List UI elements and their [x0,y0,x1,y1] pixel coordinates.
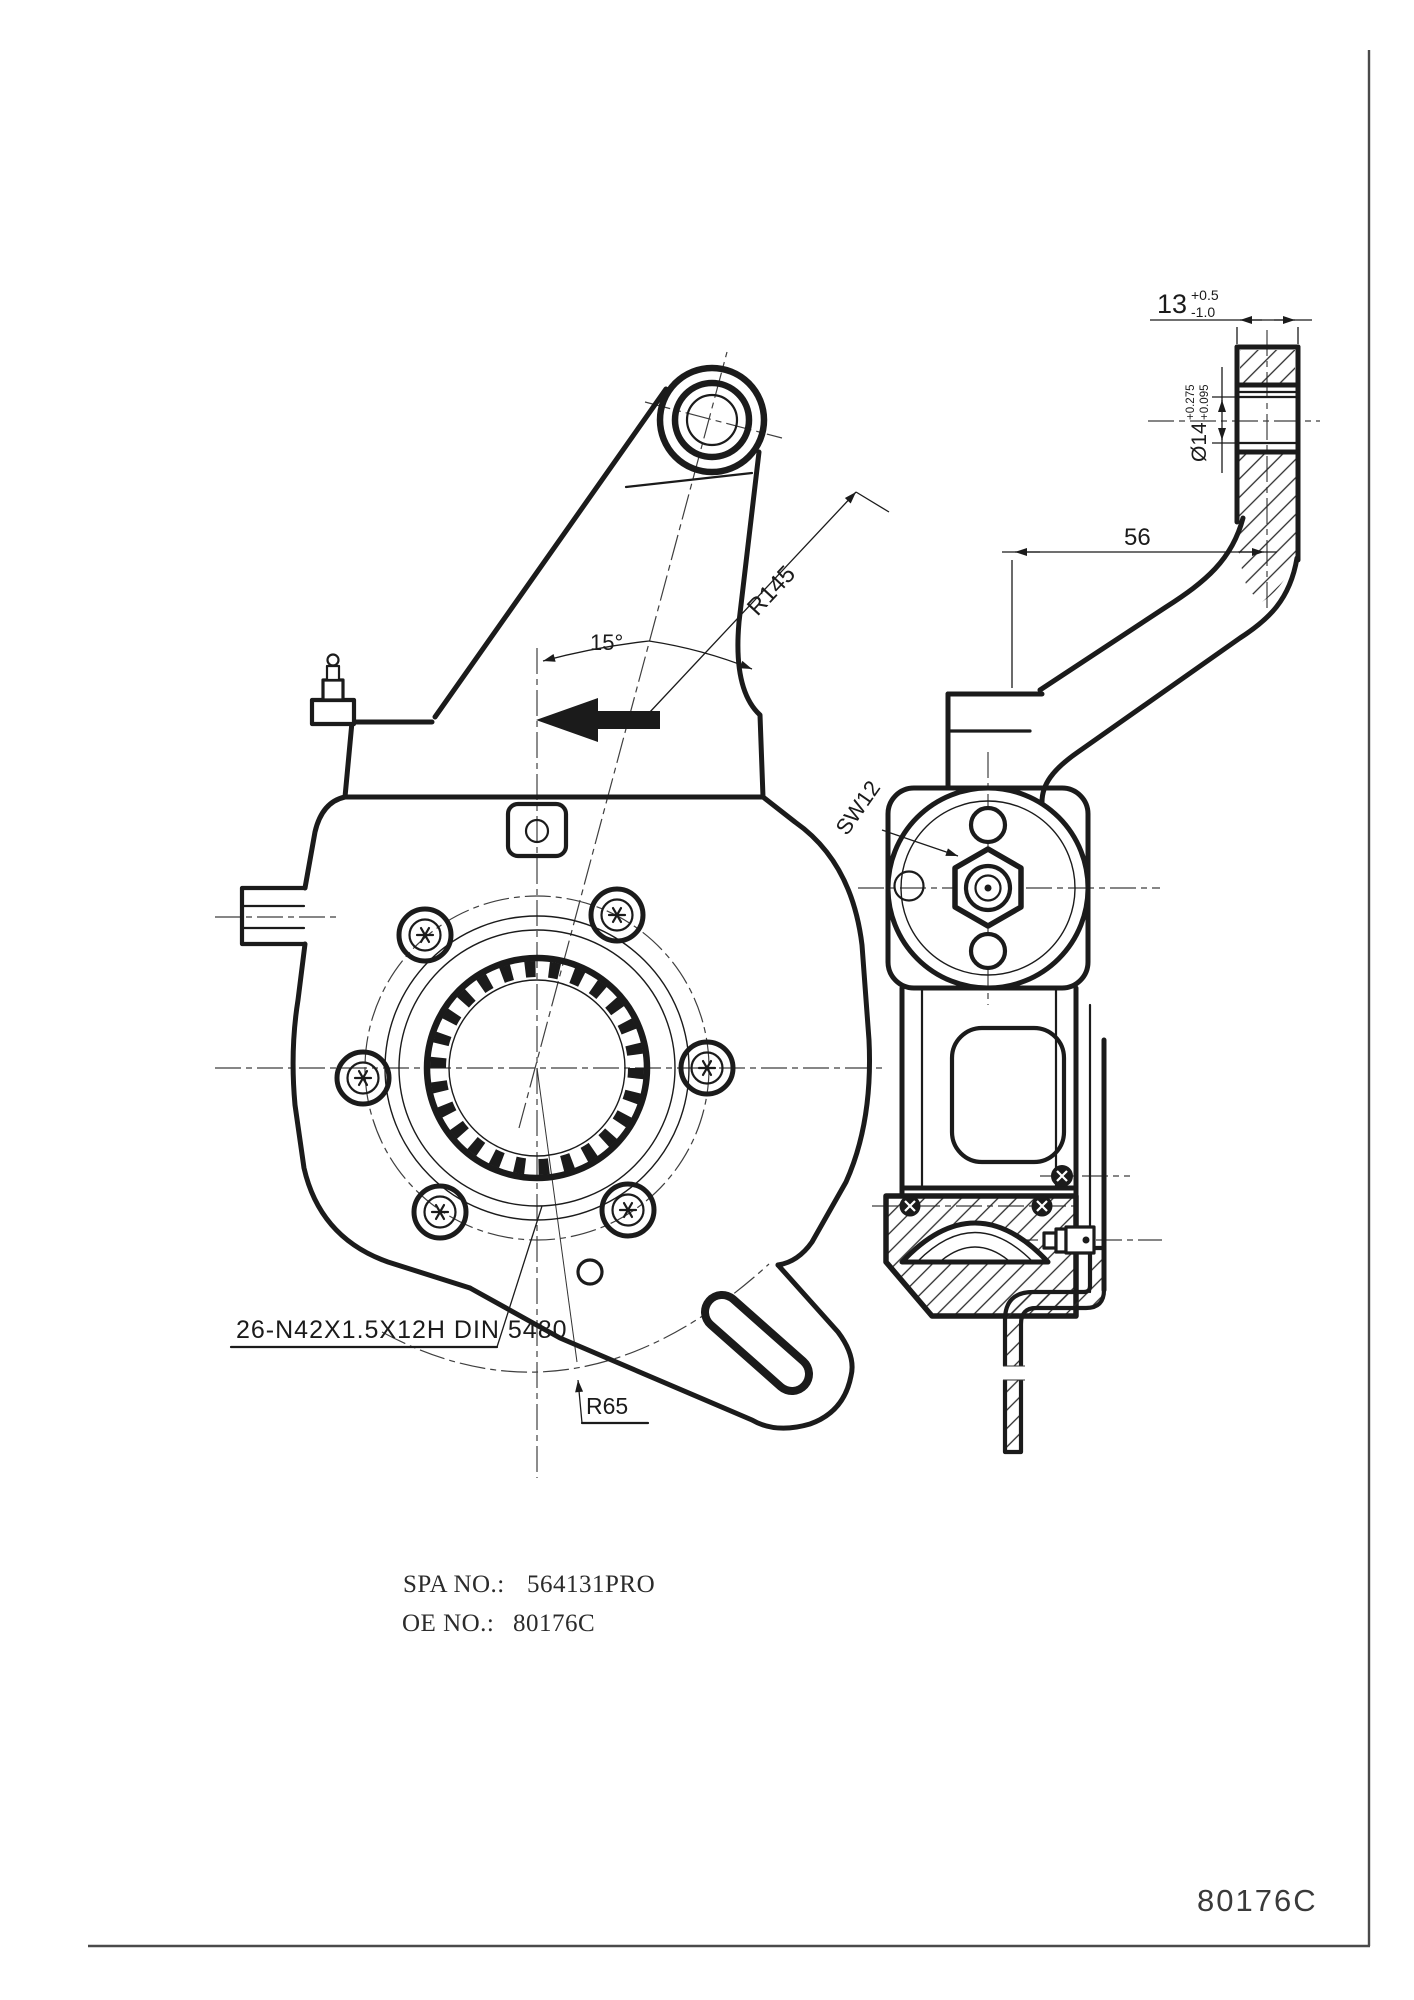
direction-arrow [536,698,660,742]
front-view [215,352,889,1478]
sheet-frame [88,50,1370,1946]
width-dim-value: 13 [1157,289,1188,319]
grease-fitting-front [312,655,354,725]
upper-arm [312,368,764,797]
oe-no-value: 80176C [513,1610,596,1637]
bolt-head [602,1184,654,1236]
arm-radius-label: R145 [742,560,801,622]
bolt-head [591,889,643,941]
bolt-head [399,909,451,961]
hex-size-label: SW12 [830,775,886,840]
arm-tip-section [1237,347,1298,602]
spa-no-label: SPA NO.: [403,1571,505,1598]
bolt-head [337,1052,389,1104]
offset-dim-label: 56 [1124,524,1151,551]
housing-body [242,797,870,1288]
cover-bolts [337,889,733,1238]
plate-screw [1051,1165,1073,1187]
sheet-number: 80176C [1197,1883,1318,1918]
oe-no-label: OE NO.: [402,1610,495,1637]
body-cavity [952,1028,1064,1162]
arm-hole [578,1260,602,1284]
section-screw [1032,1196,1053,1217]
width-dim-tol-plus: +0.5 [1191,287,1219,303]
side-dimensions [830,287,1312,856]
width-dim-tol-minus: -1.0 [1191,304,1216,320]
bolt-head [414,1186,466,1238]
hex-boss-left [242,888,305,944]
angle-label: 15° [590,630,624,655]
arm-eye [660,368,764,472]
lower-arm [470,1260,852,1428]
bolt-radius-label: R65 [586,1393,629,1419]
spa-no-value: 564131PRO [527,1571,656,1598]
bore-dim-tol-minus: +0.095 [1199,384,1211,420]
bore-dim-value: Ø14 [1188,422,1211,462]
part-number-notes [402,1571,655,1637]
side-view [830,287,1320,1452]
section-screw [900,1196,921,1217]
spline-spec-label: 26-N42X1.5X12H DIN 5480 [236,1316,568,1344]
front-centerlines [215,352,885,1478]
bore-dim-tol-plus: +0.275 [1185,384,1197,420]
